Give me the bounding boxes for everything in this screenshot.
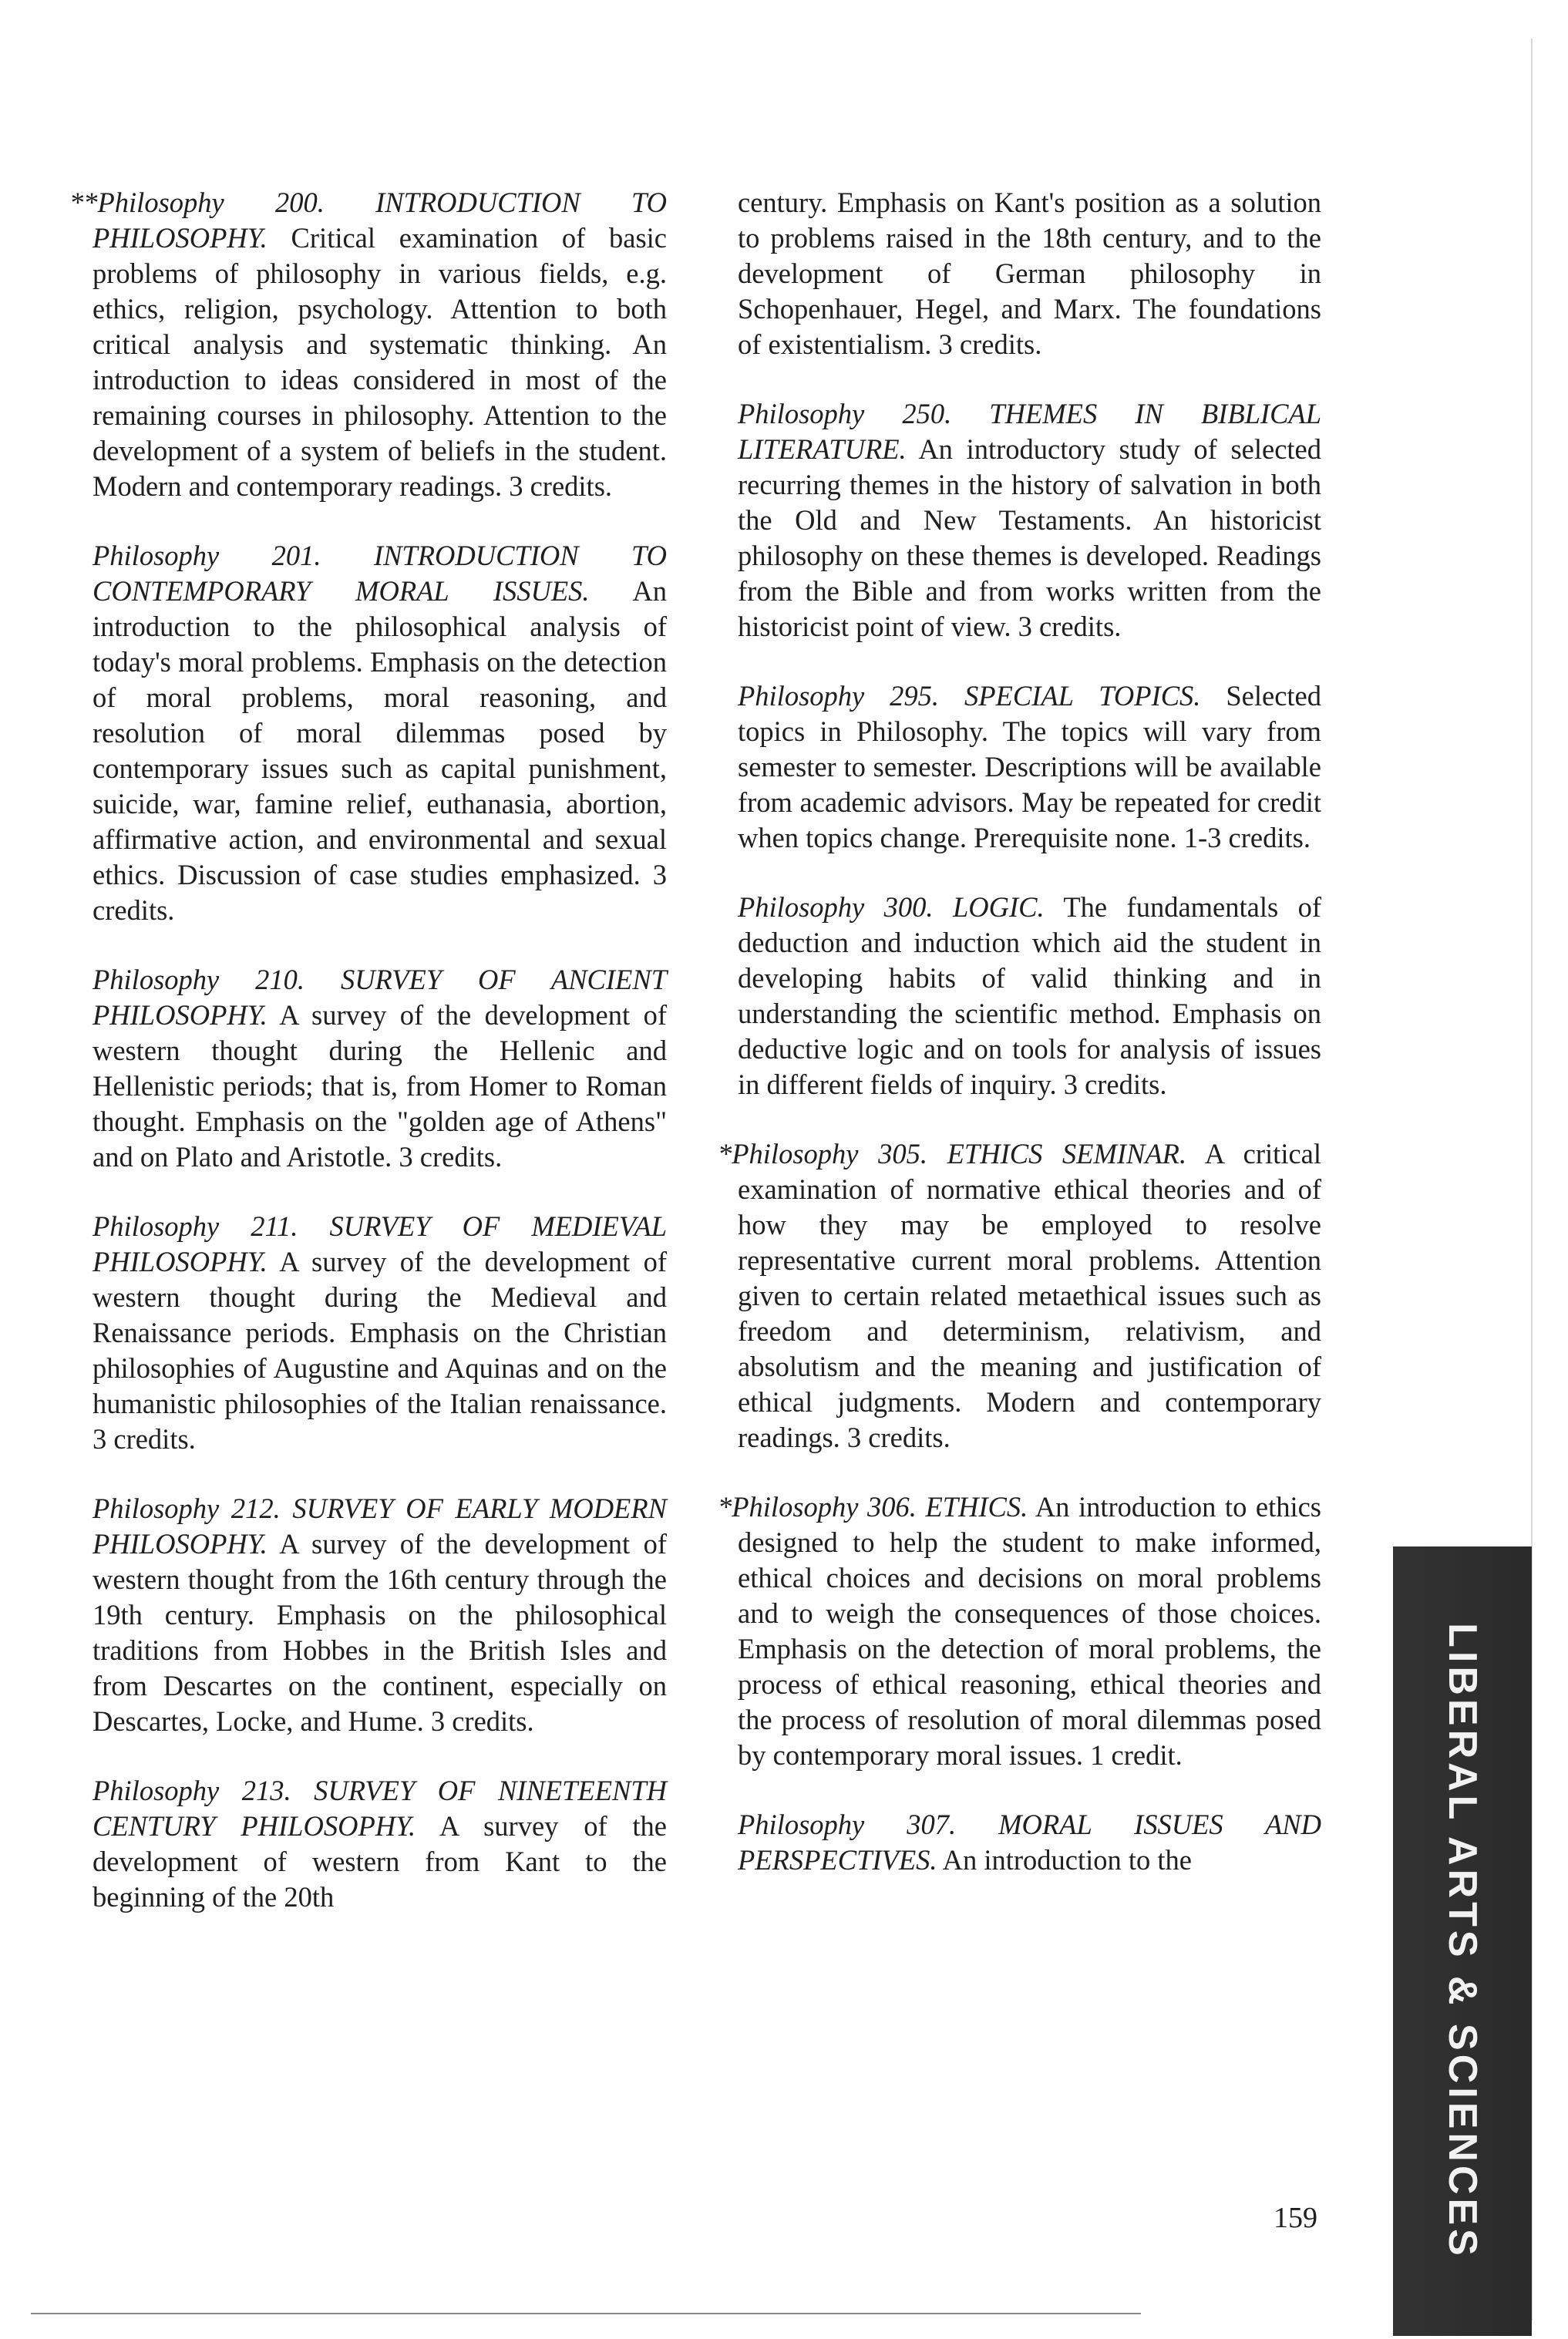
section-side-tab [1393,1546,1532,2336]
course-number: Philosophy 295. [738,680,940,712]
course-entry-phil-211 [93,1209,667,1457]
course-number: Philosophy 307. [738,1809,957,1840]
course-entry-phil-200 [69,185,668,504]
course-number: Philosophy 210. [93,964,305,995]
course-title: ETHICS SEMINAR. [947,1138,1187,1170]
course-title: SURVEY OF EARLY MODERN PHILOSOPHY. [93,1493,667,1560]
course-description: Selected topics in Philosophy. The topics will vary from semester to semester. Descriptions will be available from academic advisors. May be repeated for credit when topics change. Prerequisite none. 1-3 credits. [738,680,1322,853]
double-asterisk-marker: ** [69,187,98,218]
course-number: Philosophy 200. [97,187,325,218]
course-description: A critical examination of normative ethical theories and of how they may be employed to resolve representative current moral problems. Attention given to certain related metaethical issues such as freedom and determinism, relativism, and absolutism and the meaning and justification of ethical judgments. Modern and contemporary readings. 3 credits. [738,1138,1322,1453]
course-description: An introduction to ethics designed to help the student to make informed, ethical choices and decisions on moral problems and to weigh the consequences of those choices. Emphasis on the detection of moral problems, the process of ethical reasoning, ethical theories and the process of resolution of moral dilemmas posed by contemporary moral issues. 1 credit. [738,1491,1322,1771]
course-title: MORAL ISSUES AND PERSPECTIVES. [738,1809,1321,1876]
course-entry-phil-295 [738,678,1321,856]
course-entry-phil-300 [738,890,1321,1102]
course-entry-phil-201 [93,538,667,928]
course-number: Philosophy 211. [93,1210,298,1242]
course-description: An introduction to the philosophical analysis of today's moral problems. Emphasis on the detection of moral problems, moral reasoning, and resolution of moral dilemmas posed by contemporary issues such as capital punishment, suicide, war, famine relief, euthanasia, abortion, affirmative action, and environmental and sexual ethics. Discussion of case studies emphasized. 3 credits. [93,575,667,926]
course-title: SURVEY OF NINETEENTH CENTURY PHILOSOPHY. [93,1775,667,1842]
course-description: A survey of the development of western thought during the Medieval and Renaissance periods. Emphasis on the Christian philosophies of Augustine and Aquinas and on the humanistic philosophies of the Italian renaissance. 3 credits. [93,1246,667,1455]
course-number: Philosophy 212. [93,1493,281,1524]
course-title: INTRODUCTION TO PHILOSOPHY. [93,187,667,254]
bottom-rule [31,2313,1141,2314]
asterisk-marker: * [718,1491,732,1523]
course-entry-phil-213 [93,1773,667,1915]
course-number: Philosophy 306. [732,1491,917,1523]
course-description: The fundamentals of deduction and induction which aid the student in developing habits of valid thinking and in understanding the scientific method. Emphasis on deductive logic and on tools for analysis of issues in different fields of inquiry. 3 credits. [738,891,1321,1100]
right-column [718,185,1322,1912]
course-number: Philosophy 213. [93,1775,291,1806]
course-title: SURVEY OF ANCIENT PHILOSOPHY. [93,964,668,1031]
course-entry-phil-212 [93,1491,667,1739]
course-entry-phil-250 [738,396,1321,644]
course-description: A survey of the development of western thought during the Hellenic and Hellenistic periods; that is, from Homer to Roman thought. Emphasis on the "golden age of Athens" and on Plato and Aristotle. 3 credits. [93,999,667,1173]
course-description: An introduction to the [942,1844,1193,1876]
course-number: Philosophy 305. [732,1138,927,1170]
page-number: 159 [1274,2202,1317,2234]
course-title: LOGIC. [952,891,1045,923]
course-description: An introductory study of selected recurring themes in the history of salvation in both the Old and New Testaments. An historicist philosophy on these themes is developed. Readings from the Bible and from works written from the historicist point of view. 3 credits. [738,433,1321,642]
course-title: INTRODUCTION TO CONTEMPORARY MORAL ISSUES. [93,540,667,607]
course-number: Philosophy 300. [738,891,934,923]
course-description-continued: century. Emphasis on Kant's position as a solution to problems raised in the 18th century, and to the development of German philosophy in Schopenhauer, Hegel, and Marx. The foundations of existentialism. 3 credits. [738,187,1321,360]
asterisk-marker: * [718,1138,732,1170]
course-entry-phil-306 [718,1489,1322,1773]
course-entry-continuation [738,185,1321,362]
course-number: Philosophy 250. [738,398,952,429]
course-number: Philosophy 201. [93,540,321,571]
course-entry-phil-305 [718,1136,1322,1456]
course-title: SURVEY OF MEDIEVAL PHILOSOPHY. [93,1210,668,1277]
course-title: SPECIAL TOPICS. [964,680,1201,712]
section-tab-label: LIBERAL ARTS & SCIENCES [1440,1623,1485,2260]
course-entry-phil-210 [93,962,667,1175]
course-title: THEMES IN BIBLICAL LITERATURE. [738,398,1322,465]
course-description: A survey of the development of western thought from the 16th century through the 19th century. Emphasis on the philosophical traditions from Hobbes in the British Isles and from Descartes on the continent, especially on Descartes, Locke, and Hume. 3 credits. [93,1528,667,1737]
left-column [69,185,668,1949]
course-title: ETHICS. [925,1491,1028,1523]
course-entry-phil-307 [738,1807,1321,1878]
course-description: A survey of the development of western from Kant to the beginning of the 20th [93,1810,667,1913]
course-description: Critical examination of basic problems of philosophy in various fields, e.g. ethics, religion, psychology. Attention to both critical analysis and systematic thinking. An introduction to ideas considered in most of the remaining courses in philosophy. Attention to the development of a system of beliefs in the student. Modern and contemporary readings. 3 credits. [93,222,668,502]
